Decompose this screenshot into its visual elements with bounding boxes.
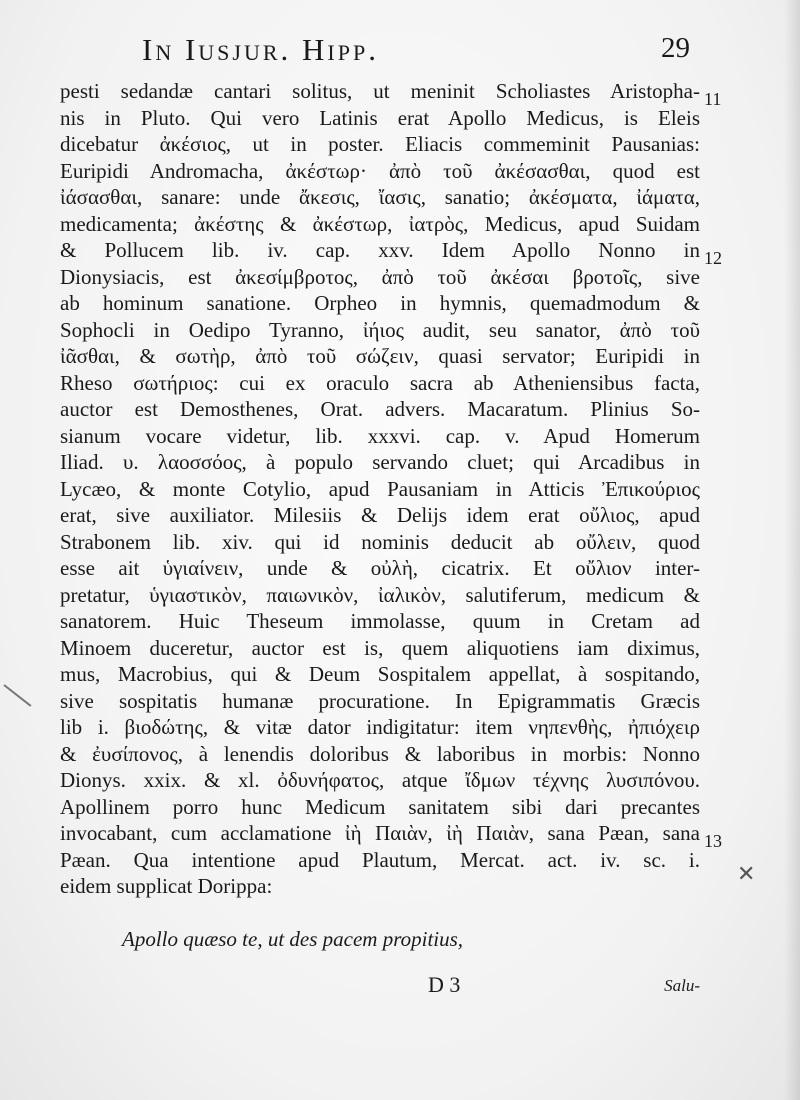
margin-number: 12 xyxy=(704,248,722,268)
text-line: eidem supplicat Dorippa: xyxy=(60,874,273,898)
text-line: Sophocli in Oedipo Tyranno, ἰήιος audit, seu sanator, ἀπὸ τοῦ xyxy=(60,317,700,342)
margin-number: 11 xyxy=(704,89,722,109)
text-line: Apollinem porro hunc Medicum sanitatem sibi dari precantes xyxy=(60,794,700,819)
text-line: Pæan. Qua intentione apud Plautum, Mercat. act. iv. sc. i. xyxy=(60,847,700,872)
stray-pen-mark xyxy=(3,684,31,707)
page-edge-shadow xyxy=(784,0,800,1100)
text-line: ἰάσασθαι, sanare: unde ἄκεσις, ἴασις, sanatio; ἀκέσματα, ἰάματα, xyxy=(60,185,700,209)
margin-number: 13 xyxy=(704,831,722,851)
text-line: pesti sedandæ cantari solitus, ut meninit Scholiastes Aristopha- xyxy=(60,79,700,103)
text-line: Dionys. xxix. & xl. ὀδυνήφατος, atque ἴδμων τέχνης λυσιπόνου. xyxy=(60,768,700,792)
text-line: dicebatur ἀκέσιος, ut in poster. Eliacis commeminit Pausanias: xyxy=(60,132,700,156)
page-number: 29 xyxy=(661,32,690,64)
text-line: Euripidi Andromacha, ἀκέστωρ· ἀπὸ τοῦ ἀκέσασθαι, quod est xyxy=(60,158,700,183)
text-line: ἰᾶσθαι, & σωτὴρ, ἀπὸ τοῦ σώζειν, quasi servator; Euripidi in xyxy=(60,344,700,368)
text-line: & ἐυσίπονος, à lenendis doloribus & laboribus in morbis: Nonno xyxy=(60,741,700,766)
text-line: sanatorem. Huic Theseum immolasse, quum in Cretam ad xyxy=(60,609,700,633)
catchline xyxy=(60,972,700,1002)
blank-line xyxy=(60,900,700,927)
running-title: In Iusjur. Hipp. xyxy=(142,32,379,67)
text-line: nis in Pluto. Qui vero Latinis erat Apollo Medicus, is Eleis xyxy=(60,105,700,130)
text-line: Rheso σωτήριος: cui ex oraculo sacra ab Atheniensibus facta, xyxy=(60,370,700,395)
text-line: esse ait ὑγιαίνειν, unde & οὐλὴ, cicatrix. Et οὔλιον inter- xyxy=(60,556,700,580)
text-line: medicamenta; ἀκέστης & ἀκέστωρ, ἰατρὸς, Medicus, apud Suidam xyxy=(60,211,700,236)
margin-cross-mark-icon: ✕ xyxy=(737,862,756,887)
text-line: ab hominum sanatione. Orpheo in hymnis, quemadmodum & xyxy=(60,291,700,315)
verse-line: Apollo quæso te, ut des pacem propitius, xyxy=(122,927,464,951)
text-line: Iliad. υ. λαοσσόος, à populo servando cluet; qui Arcadibus in xyxy=(60,450,700,474)
text-line: sive sospitatis humanæ procuratione. In Epigrammatis Græcis xyxy=(60,688,700,713)
text-line: Lycæo, & monte Cotylio, apud Pausaniam in Atticis Ἐπικούριος xyxy=(60,476,700,501)
text-line: erat, sive auxiliator. Milesiis & Delijs idem erat οὔλιος, apud xyxy=(60,503,700,527)
text-line: invocabant, cum acclamatione ἰὴ Παιὰν, ἰὴ Παιὰν, sana Pæan, sana xyxy=(60,821,700,845)
text-line: mus, Macrobius, qui & Deum Sospitalem appellat, à sospitando, xyxy=(60,662,700,686)
text-line: Strabonem lib. xiv. qui id nominis deducit ab οὔλειν, quod xyxy=(60,529,700,554)
text-line: lib i. βιοδώτης, & vitæ dator indigitatur: item νηπενθὴς, ἠπιόχειρ xyxy=(60,715,700,739)
running-head xyxy=(60,30,690,74)
text-line: sianum vocare videtur, lib. xxxvi. cap. v. Apud Homerum xyxy=(60,423,700,448)
text-line: pretatur, ὑγιαστικὸν, παιωνικὸν, ἰαλικὸν, salutiferum, medicum & xyxy=(60,582,700,607)
text-line: Minoem duceretur, auctor est is, quem aliquotiens iam diximus, xyxy=(60,635,700,660)
text-line: & Pollucem lib. iv. cap. xxv. Idem Apollo Nonno in xyxy=(60,238,700,262)
catchword: Salu- xyxy=(664,976,700,995)
signature-mark: D 3 xyxy=(428,972,461,997)
text-line: auctor est Demosthenes, Orat. advers. Macaratum. Plinius So- xyxy=(60,397,700,421)
body-text xyxy=(60,78,700,953)
text-line: Dionysiacis, est ἀκεσίμβροτος, ἀπὸ τοῦ ἀκέσαι βροτοῖς, sive xyxy=(60,264,700,289)
